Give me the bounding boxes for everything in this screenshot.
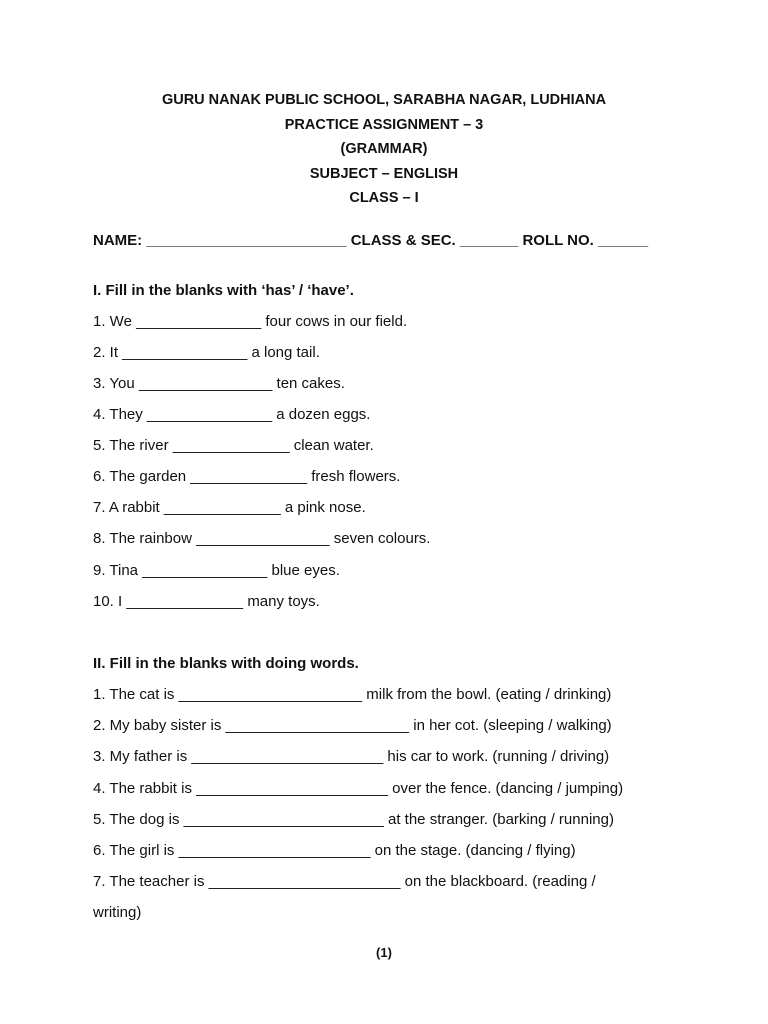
section-2-question: 1. The cat is ______________________ milk from the bowl. (eating / drinking) — [93, 686, 612, 703]
section-1-question: 7. A rabbit ______________ a pink nose. — [93, 499, 366, 516]
section-2-question: 6. The girl is _______________________ on the stage. (dancing / flying) — [93, 842, 576, 859]
student-info-line: NAME: ________________________ CLASS & SEC. _______ ROLL NO. ______ — [93, 232, 649, 249]
section-2-question: 5. The dog is ________________________ at the stranger. (barking / running) — [93, 811, 614, 828]
section-1-question: 10. I ______________ many toys. — [93, 593, 320, 610]
section-1-heading: I. Fill in the blanks with ‘has’ / ‘have’. — [93, 282, 354, 299]
section-2-question: 2. My baby sister is ______________________ in her cot. (sleeping / walking) — [93, 717, 612, 734]
section-1-question: 6. The garden ______________ fresh flowers. — [93, 468, 401, 485]
assignment-title: PRACTICE ASSIGNMENT – 3 — [284, 116, 484, 133]
section-2-question: 7. The teacher is _______________________ on the blackboard. (reading / — [93, 873, 596, 890]
section-2-question: 3. My father is _______________________ his car to work. (running / driving) — [93, 748, 610, 765]
class-title: CLASS – I — [349, 190, 419, 206]
page-number: (1) — [376, 945, 392, 960]
section-1-question: 8. The rainbow ________________ seven colours. — [93, 530, 431, 547]
section-2-question: 4. The rabbit is _______________________ over the fence. (dancing / jumping) — [93, 780, 624, 797]
section-2-heading: II. Fill in the blanks with doing words. — [93, 655, 359, 672]
section-1-question: 9. Tina _______________ blue eyes. — [93, 562, 340, 579]
section-2-question-continuation: writing) — [93, 904, 142, 921]
school-name: GURU NANAK PUBLIC SCHOOL, SARABHA NAGAR, LUDHIANA — [161, 92, 607, 108]
topic-title: (GRAMMAR) — [340, 141, 428, 157]
subject-title: SUBJECT – ENGLISH — [309, 165, 459, 182]
section-1-question: 5. The river ______________ clean water. — [93, 437, 374, 454]
section-1-question: 3. You ________________ ten cakes. — [93, 375, 345, 392]
section-1-question: 4. They _______________ a dozen eggs. — [93, 406, 371, 423]
section-1-question: 2. It _______________ a long tail. — [93, 344, 320, 361]
section-1-question: 1. We _______________ four cows in our field. — [93, 313, 408, 330]
worksheet-header — [0, 88, 768, 211]
